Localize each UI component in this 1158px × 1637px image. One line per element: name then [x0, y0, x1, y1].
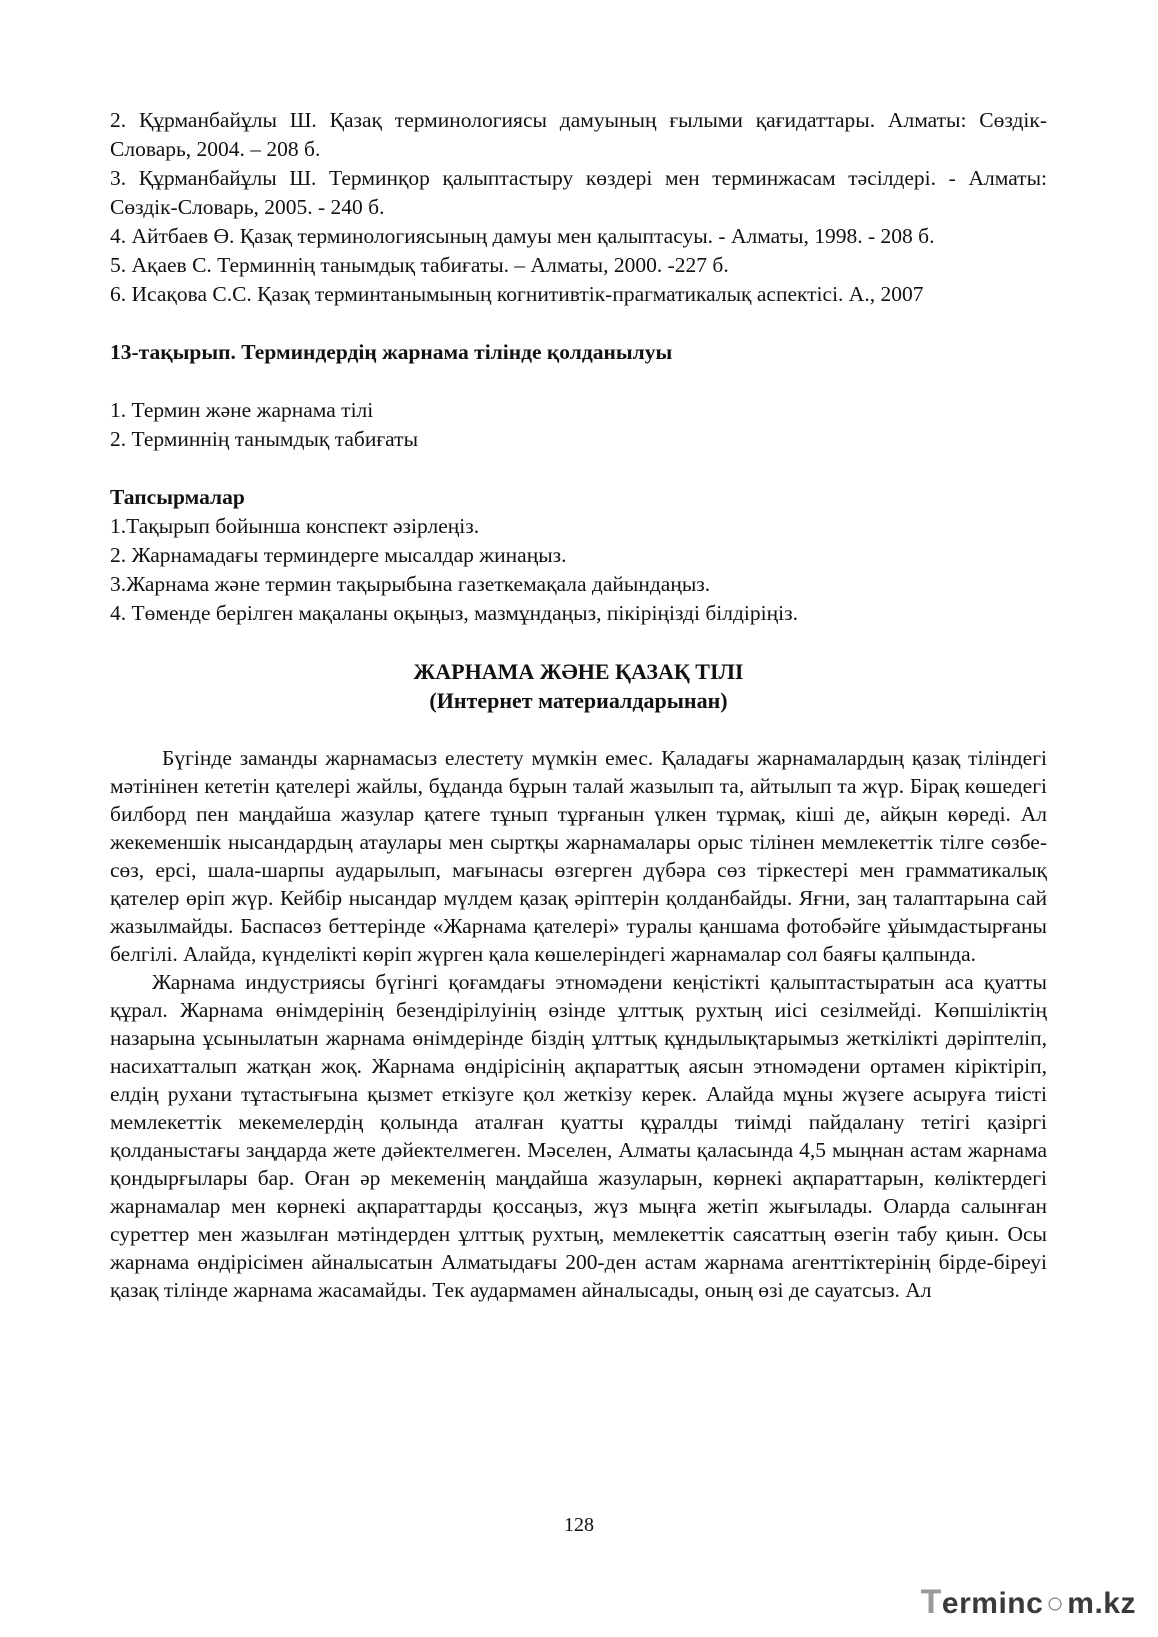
- reference-item: 2. Құрманбайұлы Ш. Қазақ терминологиясы дамуының ғылыми қағидаттары. Алматы: Сөздік-Словарь, 2004. – 208 б.: [110, 108, 1047, 161]
- article-title: ЖАРНАМА ЖӘНЕ ҚАЗАҚ ТІЛІ: [413, 659, 744, 684]
- task-item: 1.Тақырып бойынша конспект әзірлеңіз.: [110, 514, 480, 538]
- article-subtitle: (Интернет материалдарынан): [429, 688, 728, 713]
- reference-item: 6. Исақова С.С. Қазақ терминтанымының когнитивтік-прагматикалық аспектісі. А., 2007: [110, 282, 924, 306]
- task-item: 4. Төменде берілген мақаланы оқыңыз, мазмұндаңыз, пікіріңізді білдіріңіз.: [110, 601, 798, 625]
- plan-item: 1. Термин және жарнама тілі: [110, 398, 374, 422]
- document-page: [110, 106, 1047, 1304]
- topic-plan-list: [110, 396, 1047, 454]
- tasks-section: [110, 483, 1047, 628]
- task-item: 2. Жарнамадағы терминдерге мысалдар жинаңыз.: [110, 543, 567, 567]
- reference-item: 4. Айтбаев Ө. Қазақ терминологиясының дамуы мен қалыптасуы. - Алматы, 1998. - 208 б.: [110, 224, 935, 248]
- page-number: 128: [564, 1514, 594, 1536]
- article-body: [110, 744, 1047, 1304]
- article-paragraph: Бүгінде заманды жарнамасыз елестету мүмкін емес. Қаладағы жарнамалардың қазақ тіліндегі мәтінінен кететін қателері жайлы, бұданда бұрын талай жазылып та, айтылып та жүр. Бірақ көшедегі билборд пен маңдайша жазулар қатеге тұнып тұрғанын үлкен тұрмақ, кіші де, айқын көреді. Ал жекеменшік нысандардың атаулары мен сыртқы жарнамалары орыс тілінен мемлекеттік тілге сөзбе-сөз, ерсі, шала-шарпы аударылып, мағынасы өзгерген дүбәра сөз тіркестері мен грамматикалық қателер өріп жүр. Кейбір нысандар мүлдем қазақ әріптерін қолданбайды. Яғни, заң талаптарына сай жазылмайды. Баспасөз беттерінде «Жарнама қателері» туралы қаншама фотобәйге ұйымдастырғаны белгілі. Алайда, күнделікті көріп жүрген қала көшелеріндегі жарнамалар сол баяғы қалпында.: [110, 746, 1047, 966]
- reference-item: 3. Құрманбайұлы Ш. Терминқор қалыптастыру көздері мен терминжасам тәсілдері. - Алматы: Сөздік-Словарь, 2005. - 240 б.: [110, 166, 1047, 219]
- reference-list: [110, 106, 1047, 309]
- article-heading: [110, 657, 1047, 715]
- reference-item: 5. Ақаев С. Терминнің танымдық табиғаты. – Алматы, 2000. -227 б.: [110, 253, 729, 277]
- article-paragraph: Жарнама индустриясы бүгінгі қоғамдағы этномәдени кеңістікті қалыптастыратын аса қуатты құрал. Жарнама өнімдерінің безендірілуінің өзінде ұлттық рухтың иісі сезілмейді. Көпшіліктің назарына ұсынылатын жарнама өнімдерінде біздің ұлттық құндылықтарымыз жеткілікті дәріптеліп, насихатталып жатқан жоқ. Жарнама өндірісінің ақпараттық аясын этномәдени ортамен кіріктіріп, елдің рухани тұтастығына қызмет еткізуге қол жеткізу керек. Алайда мұны жүзеге асыруға тиісті мемлекеттік мекемелердің қолында аталған қуатты құралды тиімді пайдалану тетігі қазіргі қолданыстағы заңдарда жете дәйектелмеген. Мәселен, Алматы қаласында 4,5 мыңнан астам жарнама қондырғылары бар. Оған әр мекеменің маңдайша жазуларын, көрнекі ақпараттарын, көліктердегі жарнамалар мен көрнекі ақпараттарды қоссаңыз, жүз мыңға жетіп жығылады. Оларда салынған суреттер мен жазылған мәтіндерден ұлттық рухтың, мемлекеттік саясаттың өзегін табу қиын. Осы жарнама өндірісімен айналысатын Алматыдағы 200-ден астам жарнама агенттіктерінің бірде-біреуі қазақ тілінде жарнама жасамайды. Тек аудармамен айналысады, оның өзі де сауатсыз. Ал: [110, 970, 1047, 1302]
- plan-item: 2. Терминнің танымдық табиғаты: [110, 427, 419, 451]
- tasks-heading: Тапсырмалар: [110, 485, 245, 509]
- watermark-logo: Terminc○m.kz: [920, 1583, 1136, 1621]
- topic-heading: 13-тақырып. Терминдердің жарнама тілінде қолданылуы: [110, 340, 673, 364]
- task-item: 3.Жарнама және термин тақырыбына газеткемақала дайындаңыз.: [110, 572, 711, 596]
